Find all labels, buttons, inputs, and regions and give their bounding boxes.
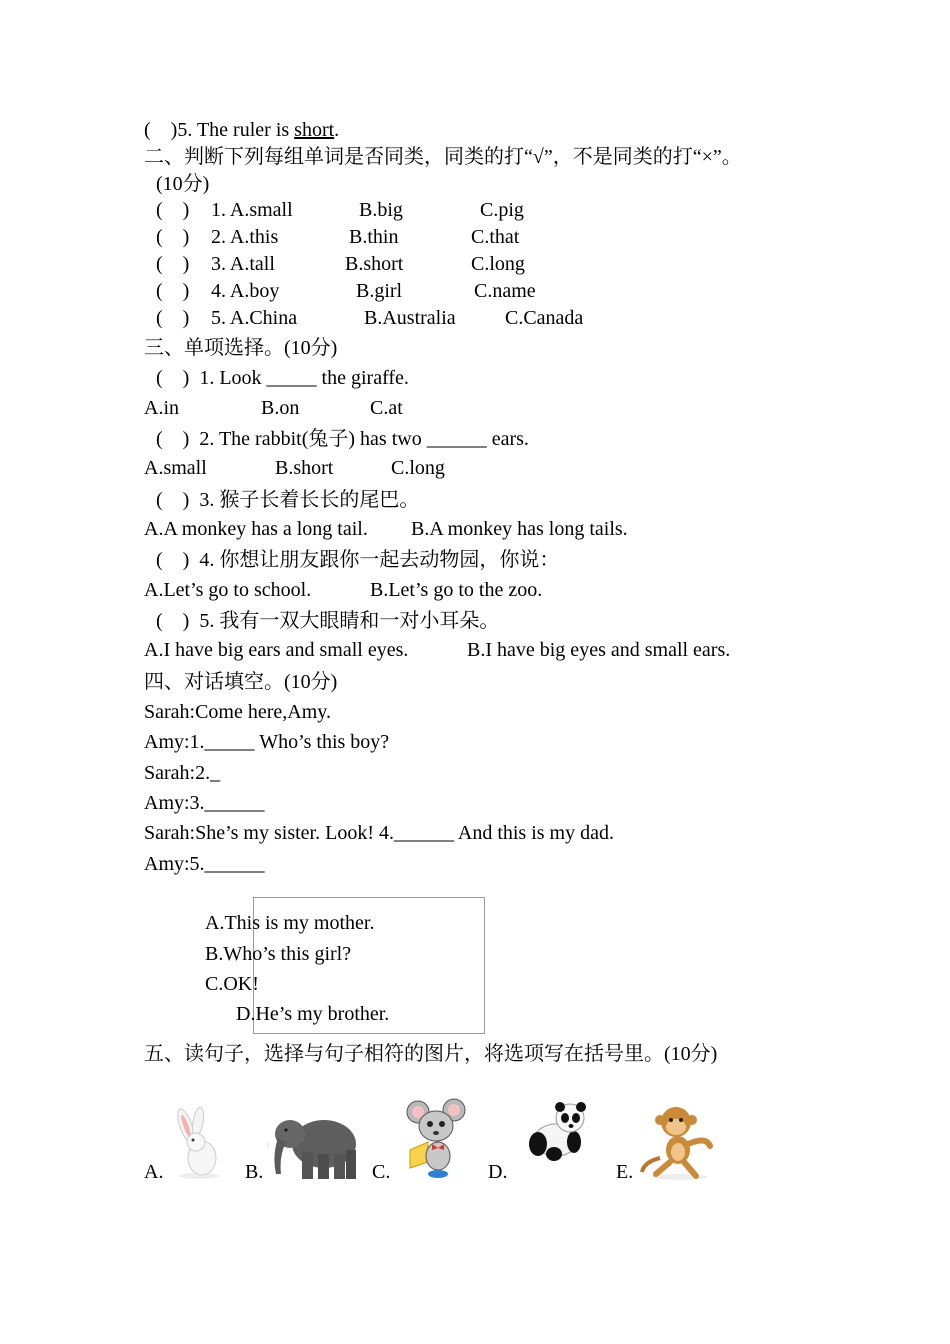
section2-score: (10分)	[156, 173, 210, 195]
option: B.Who’s this girl?	[205, 943, 352, 965]
section2-title: 二、判断下列每组单词是否同类，同类的打“√”，不是同类的打“×”。	[144, 146, 742, 168]
answer-paren[interactable]: ( )	[156, 253, 190, 275]
option: A.This is my mother.	[205, 912, 375, 934]
answer-paren[interactable]: ( )	[156, 367, 190, 389]
answer-paren[interactable]: ( )	[156, 489, 190, 511]
option: B.Let’s go to the zoo.	[370, 579, 543, 601]
option: B.I have big eyes and small ears.	[467, 639, 731, 661]
dialogue-line: Sarah:2._	[144, 762, 221, 784]
q1-5-line: ( )5. The ruler is short.	[144, 119, 340, 141]
option: A.I have big ears and small eyes.	[144, 639, 409, 661]
section3-title: 三、单项选择。(10分)	[144, 337, 338, 359]
option: C.long	[391, 457, 445, 479]
picture-label: C.	[372, 1161, 391, 1183]
answer-paren[interactable]: ( )	[156, 549, 190, 571]
question-line: ( ) 1. Look _____ the giraffe.	[156, 367, 409, 389]
option: B.short	[275, 457, 334, 479]
picture-label: A.	[144, 1161, 164, 1183]
answer-paren[interactable]: ( )	[144, 119, 178, 141]
option: A.in	[144, 397, 179, 419]
answer-paren[interactable]: ( )	[156, 307, 190, 329]
dialogue-line: Amy:5.______	[144, 853, 265, 875]
option: C.at	[370, 397, 403, 419]
dialogue-line: Amy:1._____ Who’s this boy?	[144, 731, 390, 753]
mouse-icon	[404, 1098, 470, 1180]
option: B.on	[261, 397, 300, 419]
answer-paren[interactable]: ( )	[156, 610, 190, 632]
option: D.He’s my brother.	[236, 1003, 390, 1025]
option: C.OK!	[205, 973, 259, 995]
question-line: ( ) 2. The rabbit(兔子) has two ______ ears.	[156, 428, 529, 450]
option: B.A monkey has long tails.	[411, 518, 628, 540]
dialogue-line: Sarah:She’s my sister. Look! 4.______ And this is my dad.	[144, 822, 614, 844]
panda-icon	[524, 1100, 594, 1162]
section4-title: 四、对话填空。(10分)	[144, 671, 338, 693]
answer-paren[interactable]: ( )	[156, 199, 190, 221]
answer-paren[interactable]: ( )	[156, 428, 190, 450]
option: A.A monkey has a long tail.	[144, 518, 368, 540]
section5-title: 五、读句子，选择与句子相符的图片，将选项写在括号里。(10分)	[144, 1043, 718, 1065]
question-line: ( ) 4. 你想让朋友跟你一起去动物园，你说：	[156, 549, 560, 571]
elephant-icon	[266, 1112, 362, 1180]
option: A.Let’s go to school.	[144, 579, 312, 601]
question-line: ( ) 3. 猴子长着长长的尾巴。	[156, 489, 420, 511]
dialogue-line: Sarah:Come here,Amy.	[144, 701, 331, 723]
monkey-icon	[640, 1102, 718, 1180]
picture-label: B.	[245, 1161, 264, 1183]
option: A.small	[144, 457, 207, 479]
answer-paren[interactable]: ( )	[156, 226, 190, 248]
picture-label: E.	[616, 1161, 634, 1183]
question-line: ( ) 5. 我有一双大眼睛和一对小耳朵。	[156, 610, 500, 632]
picture-label: D.	[488, 1161, 508, 1183]
dialogue-line: Amy:3.______	[144, 792, 265, 814]
answer-paren[interactable]: ( )	[156, 280, 190, 302]
rabbit-icon	[168, 1104, 230, 1180]
